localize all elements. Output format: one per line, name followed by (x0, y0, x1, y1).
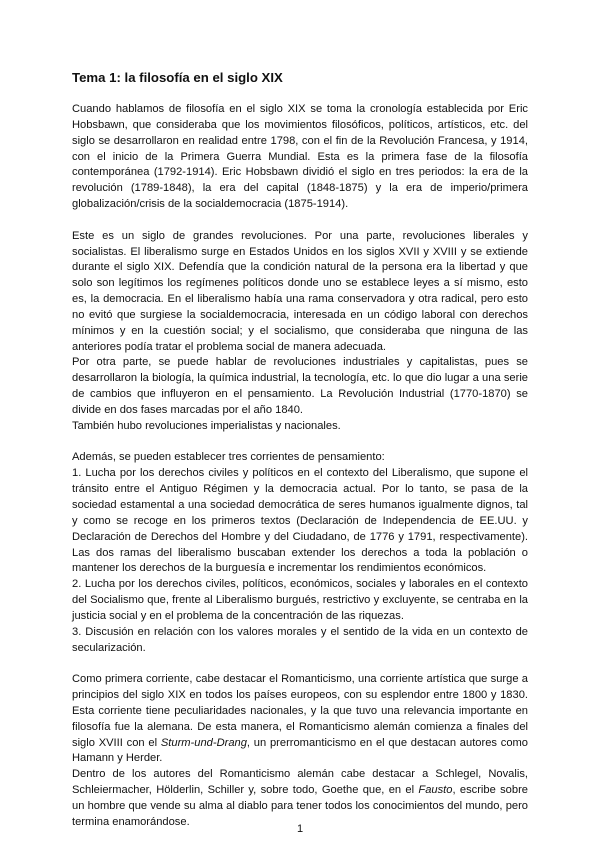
page-number: 1 (296, 823, 304, 835)
list-item-corriente-2: 2. Lucha por los derechos civiles, políticos, económicos, sociales y laborales en el contexto del Socialismo que, frente al Liberalismo burgués, restrictivo y excluyente, se centraba en la justicia social y en el problema de la concentración de las riquezas. (72, 578, 528, 622)
paragraph-revoluciones: Este es un siglo de grandes revoluciones. Por una parte, revoluciones liberales y socialistas. El liberalismo surge en Estados Unidos en los siglos XVII y XVIII y se extiende durante el siglo XIX. Defendía que la condición natural de la persona era la libertad y que solo son legítimos los regímenes políticos donde uno se establece leyes a sí mismo, esto es, la democracia. En el liberalismo había una rama conservadora y otra radical, pero esto no evitó que surgiese la socialdemocracia, interesada en un código laboral con derechos mínimos y en la cuestión social; y el socialismo, que consideraba que ninguna de las anteriores podía tratar el problema social de manera adecuada. (72, 229, 528, 353)
sturm-und-drang-title: Sturm-und-Drang (160, 736, 247, 749)
autores-text-b: , escribe sobre un hombre que vende su alma al diablo para tener todos los conocimientos del mundo, pero termina enamorándose. (72, 784, 528, 828)
list-item-corriente-1: 1. Lucha por los derechos civiles y políticos en el contexto del Liberalismo, que supone el tránsito entre el Antiguo Régimen y la democracia actual. Por lo tanto, se pasa de la sociedad estamental a una sociedad democrática de seres humanos igualmente dignos, tal y como se recoge en los primeros textos (Declaración de Independencia de EE.UU. y Declaración de Derechos del Hombre y del Ciudadano, de 1776 y 1791, respectivamente). Las dos ramas del liberalismo buscaban extender los derechos a toda la población o mantener los derechos de la burguesía e incrementar los rendimientos económicos. (72, 467, 528, 575)
romanticismo-text-b: , un prerromanticismo en el que destacan autores como Hamann y Herder. (72, 736, 528, 765)
paragraph-romanticismo (72, 672, 528, 767)
paragraph-hobsbawn: Cuando hablamos de filosofía en el siglo XIX se toma la cronología establecida por Eric Hobsbawn, que consideraba que los movimientos filosóficos, políticos, artísticos, etc. del siglo se desarrollaron en realidad entre 1798, con el fin de la Revolución Francesa, y 1914, con el inicio de la Primera Guerra Mundial. Esta es la primera fase de la filosofía contemporánea (1792-1914). Eric Hobsbawn dividió el siglo en tres periodos: la era de la revolución (1789-1848), la era del capital (1848-1875) y la era de imperio/primera globalización/crisis de la socialdemocracia (1875-1914). (72, 103, 528, 211)
list-item-corriente-3: 3. Discusión en relación con los valores morales y el sentido de la vida en un contexto de secularización. (72, 625, 528, 654)
paragraph-industriales: Por otra parte, se puede hablar de revoluciones industriales y capitalistas, pues se desarrollaron la biología, la química industrial, la tecnología, etc. lo que dio lugar a una serie de cambios que influyeron en el pensamiento. La Revolución Industrial (1770-1870) se divide en dos fases marcadas por el año 1840. (72, 356, 528, 416)
romanticismo-text-a: Como primera corriente, cabe destacar el Romanticismo, una corriente artística que surge a principios del siglo XIX en todos los países europeos, con su esplendor entre 1800 y 1830. Esta corriente tiene peculiaridades nacionales, y la que tuvo una relevancia importante en filosofía fue la alemana. De esta manera, el Romanticismo alemán comienza a finales del siglo XVIII con el (72, 673, 528, 749)
document-title: Tema 1: la filosofía en el siglo XIX (72, 70, 283, 85)
fausto-title: Fausto (418, 784, 453, 797)
paragraph-autores (72, 767, 528, 830)
document-body (72, 102, 528, 831)
paragraph-corrientes-intro: Además, se pueden establecer tres corrientes de pensamiento: (72, 451, 385, 464)
autores-text-a: Dentro de los autores del Romanticismo alemán cabe destacar a Schlegel, Novalis, Schleiermacher, Hölderlin, Schiller y, sobre todo, Goethe que, en el (72, 768, 528, 797)
paragraph-imperialistas: También hubo revoluciones imperialistas y nacionales. (72, 419, 341, 432)
